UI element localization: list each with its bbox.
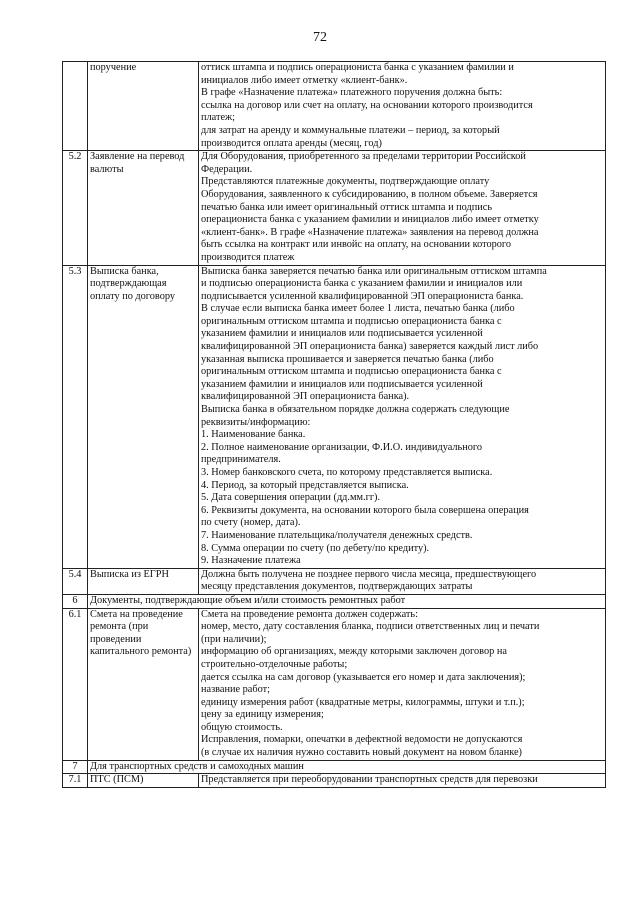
text-line: инициалов либо имеет отметку «клиент-банк». <box>201 74 408 86</box>
row-number: 5.4 <box>63 568 88 594</box>
text-line: Смета на проведение ремонта должен содержать: <box>201 608 418 620</box>
text-line: операциониста банка с указанием фамилии и инициалов либо имеет отметку <box>201 214 539 226</box>
text-line: печатью банка или имеет оригинальный оттиск штампа и подпись <box>201 201 493 213</box>
text-line: оригинальным оттиском штампа и подписью операциониста банка с <box>201 315 502 327</box>
text-line: номер, место, дату составления бланка, подписи ответственных лиц и печати <box>201 621 540 633</box>
text-line: Выписка банка заверяется печатью банка или оригинальным оттиском штампа <box>201 265 547 277</box>
document-title: поручение <box>88 62 199 151</box>
document-title: Выписка из ЕГРН <box>88 568 199 594</box>
text-line: платеж; <box>201 112 235 124</box>
text-line: единицу измерения работ (квадратные метры, килограммы, штуки и т.п.); <box>201 696 525 708</box>
text-line: указанная выписка прошивается и заверяется печатью банка (либо <box>201 353 494 365</box>
document-title: Смета на проведение ремонта (при проведении капитального ремонта) <box>88 608 199 760</box>
text-line: 4. Период, за который представляется выписка. <box>201 479 409 491</box>
row-number: 7.1 <box>63 774 88 788</box>
text-line: строительно-отделочные работы; <box>201 658 348 670</box>
table-row <box>63 774 606 788</box>
text-line: (при наличии); <box>201 633 267 645</box>
row-number <box>63 62 88 151</box>
table-row <box>63 151 606 265</box>
text-line: подписывается усиленной квалифицированной ЭП операциониста банка. <box>201 290 524 302</box>
table-row <box>63 594 606 608</box>
requirements-text <box>199 568 606 594</box>
text-line: производится платеж <box>201 251 295 263</box>
row-number: 5.2 <box>63 151 88 265</box>
text-line: ссылка на договор или счет на оплату, на основании которого производится <box>201 99 533 111</box>
requirements-text <box>199 62 606 151</box>
text-line: дается ссылка на сам договор (указывается его номер и дата заключения); <box>201 671 526 683</box>
text-line: быть ссылка на контракт или инвойс на оплату, на основании которого <box>201 239 512 251</box>
text-line: В графе «Назначение платежа» платежного поручения должна быть: <box>201 87 503 99</box>
document-title: Заявление на перевод валюты <box>88 151 199 265</box>
section-heading: Документы, подтверждающие объем и/или стоимость ремонтных работ <box>88 594 606 608</box>
text-line: Исправления, помарки, опечатки в дефектной ведомости не допускаются <box>201 734 523 746</box>
text-line: 5. Дата совершения операции (дд.мм.гг). <box>201 492 381 504</box>
row-number: 6.1 <box>63 608 88 760</box>
text-line: 3. Номер банковского счета, по которому представляется выписка. <box>201 467 493 478</box>
requirements-text <box>199 774 606 788</box>
text-line: цену за единицу измерения; <box>201 709 324 721</box>
text-line: В случае если выписка банка имеет более 1 листа, печатью банка (либо <box>201 303 515 315</box>
text-line: Представляется при переоборудовании транспортных средств для перевозки <box>201 774 538 786</box>
text-line: квалифицированной ЭП операциониста банка). <box>201 391 410 403</box>
table-row <box>63 568 606 594</box>
requirements-table <box>62 61 606 788</box>
text-line: квалифицированной ЭП операциониста банка) заверяется каждый лист либо <box>201 341 539 353</box>
text-line: 2. Полное наименование организации, Ф.И.О. индивидуального <box>201 441 483 453</box>
text-line: название работ; <box>201 684 270 696</box>
text-line: по счету (номер, дата). <box>201 517 301 529</box>
document-title: Выписка банка, подтверждающая оплату по договору <box>88 265 199 568</box>
text-line: 6. Реквизиты документа, на основании которого была совершена операция <box>201 504 529 516</box>
text-line: 7. Наименование плательщика/получателя денежных средств. <box>201 529 473 541</box>
table-row <box>63 265 606 568</box>
text-line: указанием фамилии и инициалов или подписывается усиленной <box>201 328 483 340</box>
text-line: реквизиты/информацию: <box>201 416 311 428</box>
text-line: 8. Сумма операции по счету (по дебету/по кредиту). <box>201 542 430 554</box>
row-number: 5.3 <box>63 265 88 568</box>
text-line: указанием фамилии и инициалов или подписывается усиленной <box>201 378 483 390</box>
section-heading: Для транспортных средств и самоходных машин <box>88 760 606 774</box>
text-line: для затрат на аренду и коммунальные платежи – период, за который <box>201 124 500 136</box>
text-line: Представляются платежные документы, подтверждающие оплату <box>201 176 490 188</box>
text-line: Федерации. <box>201 163 253 175</box>
text-line: месяцу представления документов, подтверждающих затраты <box>201 581 473 593</box>
text-line: Должна быть получена не позднее первого числа месяца, предшествующего <box>201 568 537 580</box>
text-line: 9. Назначение платежа <box>201 555 301 567</box>
requirements-text <box>199 608 606 760</box>
row-number: 6 <box>63 594 88 608</box>
text-line: общую стоимость. <box>201 721 283 733</box>
table-body <box>63 62 606 788</box>
text-line: (в случае их наличия нужно составить новый документ на новом бланке) <box>201 747 522 759</box>
text-line: оригинальным оттиском штампа и подписью операциониста банка с <box>201 366 502 378</box>
text-line: «клиент-банк». В графе «Назначение платежа» заявления на перевод должна <box>201 226 539 238</box>
table-row <box>63 608 606 760</box>
requirements-text <box>199 151 606 265</box>
table-row <box>63 760 606 774</box>
text-line: Оборудования, заявленного к субсидированию, в полном объеме. Заверяется <box>201 188 538 200</box>
text-line: предпринимателя. <box>201 454 281 466</box>
text-line: Для Оборудования, приобретенного за пределами территории Российской <box>201 151 526 163</box>
text-line: 1. Наименование банка. <box>201 429 306 441</box>
text-line: информацию об организациях, между которыми заключен договор на <box>201 646 507 658</box>
table-row <box>63 62 606 151</box>
page-number: 72 <box>313 30 327 45</box>
text-line: и подписью операциониста банка с указанием фамилии и инициалов или <box>201 278 523 290</box>
row-number: 7 <box>63 760 88 774</box>
requirements-text <box>199 265 606 568</box>
text-line: Выписка банка в обязательном порядке должна содержать следующие <box>201 404 510 416</box>
text-line: производится оплата аренды (месяц, год) <box>201 137 382 149</box>
text-line: оттиск штампа и подпись операциониста банка с указанием фамилии и <box>201 62 514 73</box>
document-title: ПТС (ПСМ) <box>88 774 199 788</box>
